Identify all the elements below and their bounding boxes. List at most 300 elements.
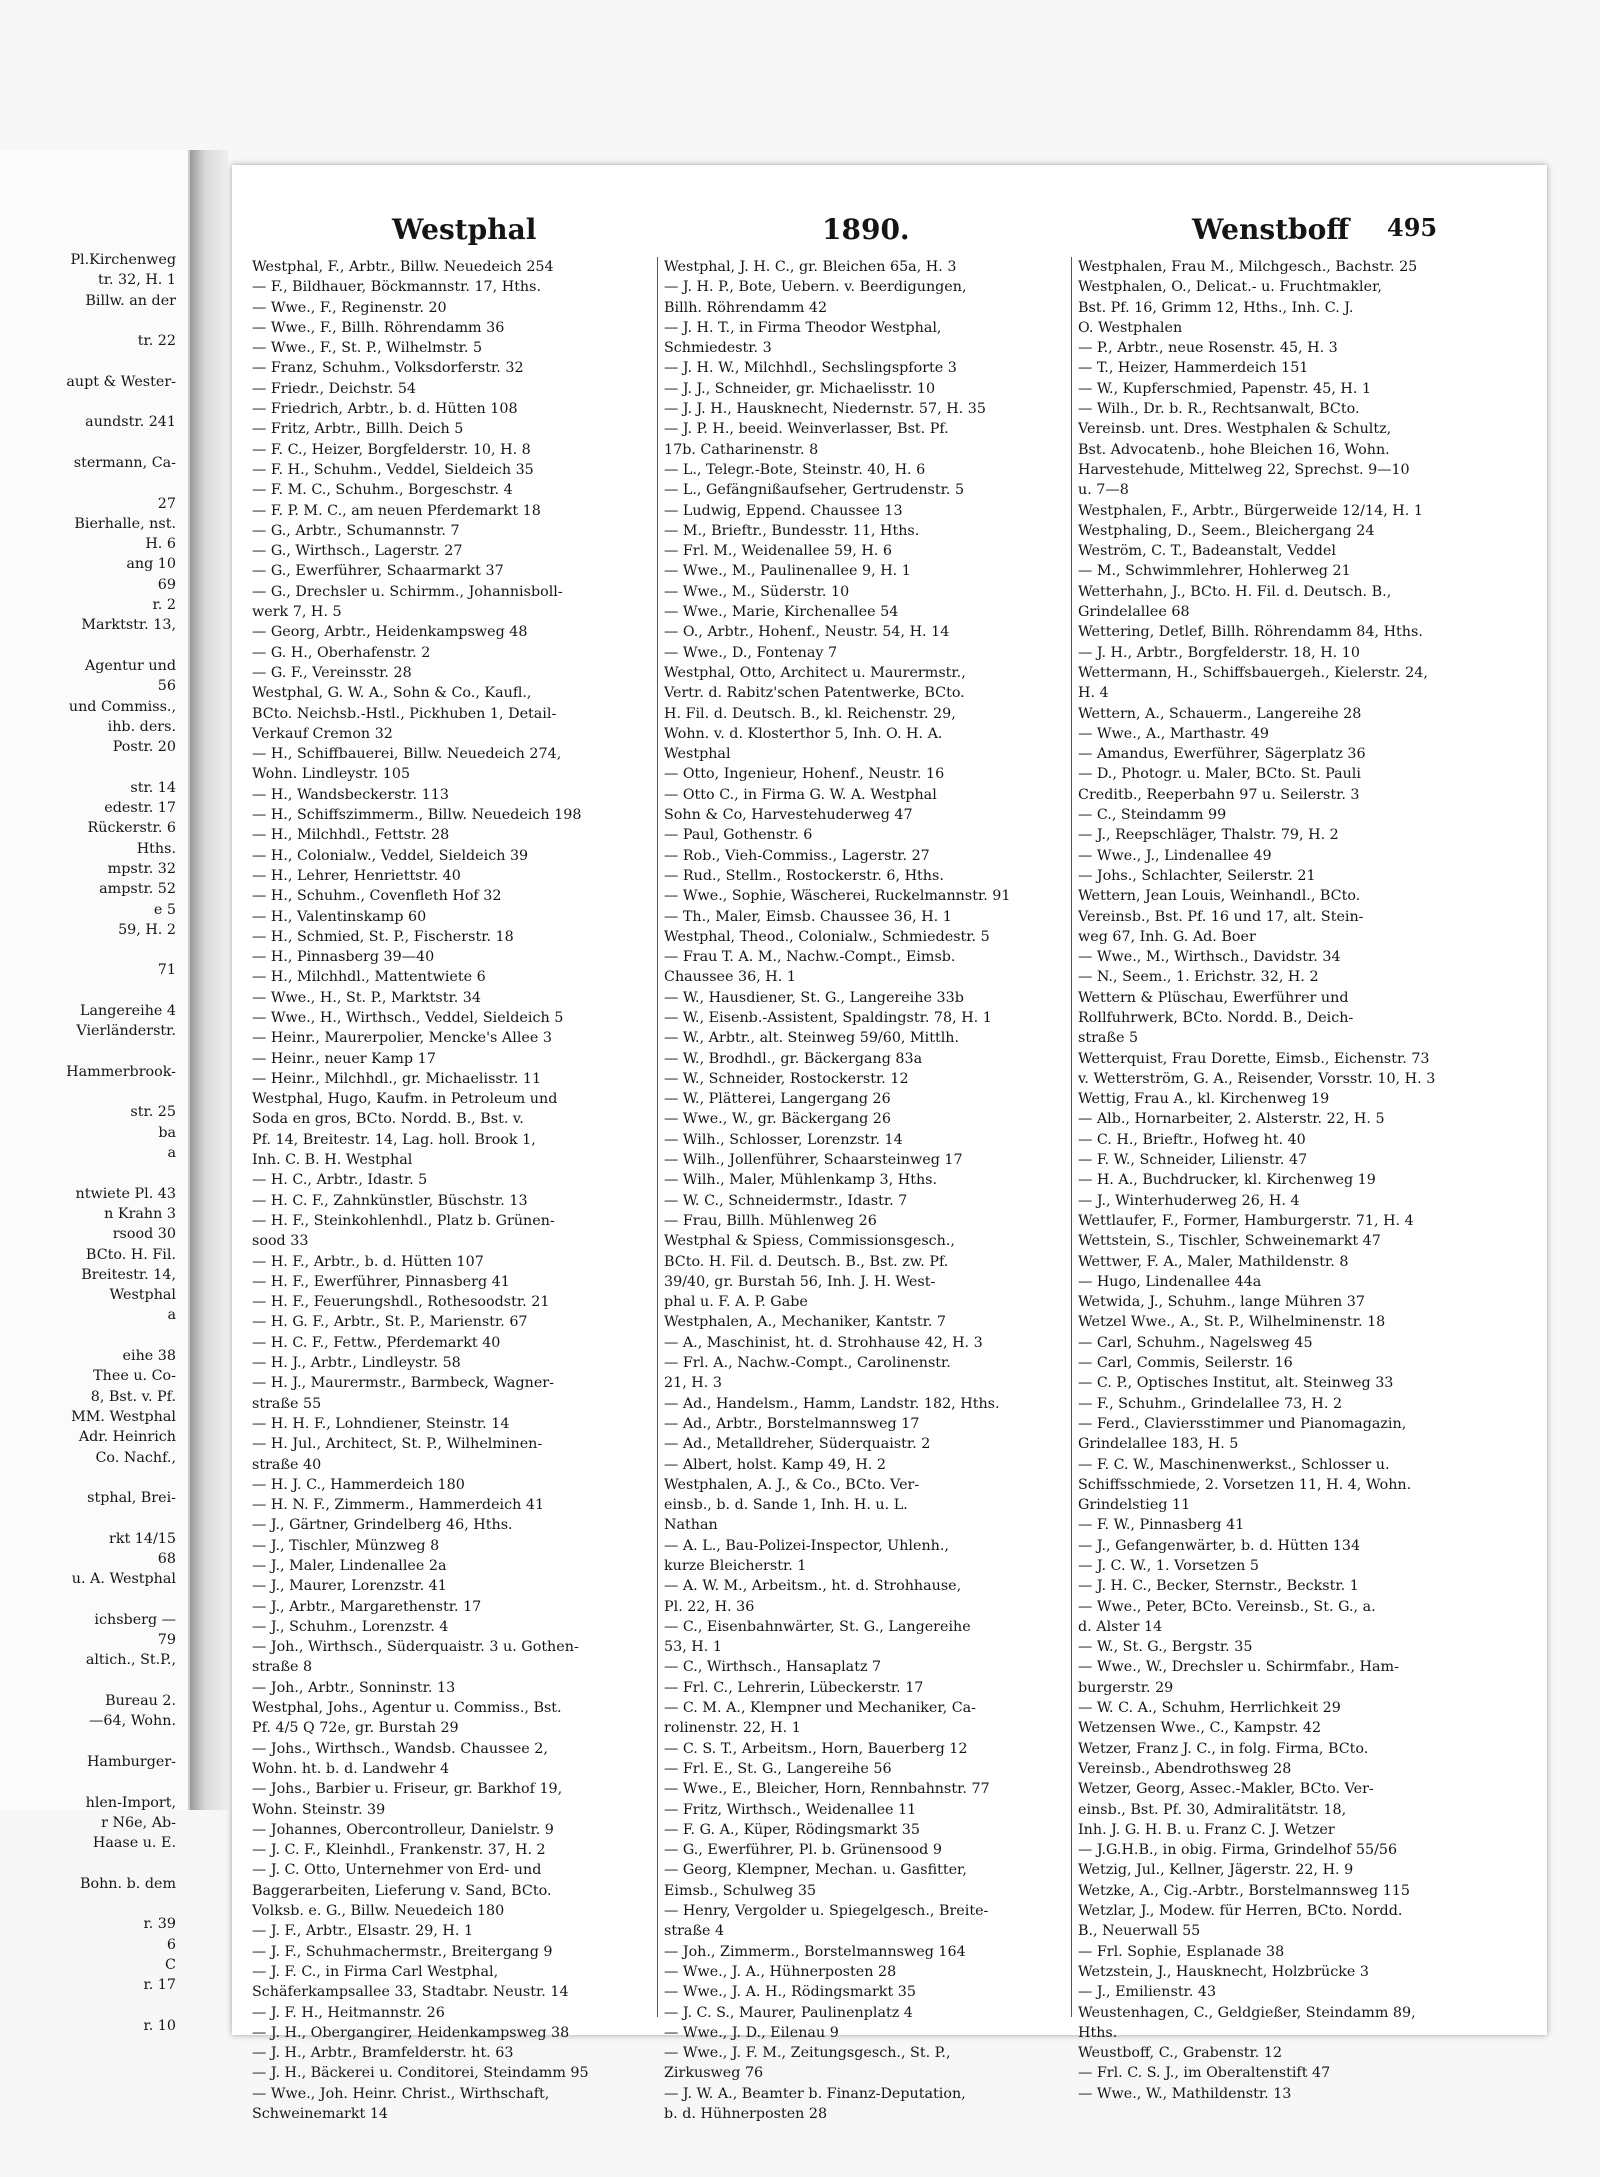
directory-entry-line: — G., Wirthsch., Lagerstr. 27: [252, 543, 463, 560]
directory-entry-line: — W., Schneider, Rostockerstr. 12: [664, 1070, 909, 1087]
directory-entry-line: — Wwe., Joh. Heinr. Christ., Wirthschaft,: [252, 2085, 550, 2102]
previous-page-line: [0, 757, 182, 777]
directory-entry-line: Soda en gros, BCto. Nordd. B., Bst. v.: [252, 1111, 524, 1128]
directory-entry-line: weg 67, Inh. G. Ad. Boer: [1078, 928, 1256, 945]
directory-entry-line: — C. H., Brieftr., Hofweg ht. 40: [1078, 1131, 1306, 1148]
directory-entry-line: — Frau T. A. M., Nachw.-Compt., Eimsb.: [664, 949, 956, 966]
previous-page-line: [0, 1671, 182, 1691]
directory-entry-line: u. 7—8: [1078, 482, 1129, 499]
header-left-catchword: Westphal: [392, 213, 537, 246]
directory-entry-line: Westphalen, Frau M., Milchgesch., Bachstr. 25: [1078, 259, 1418, 275]
column-2: [657, 257, 1079, 2123]
directory-entry-line: Vereinsb., Abendrothsweg 28: [1078, 1760, 1292, 1777]
directory-entry-line: — H., Colonialw., Veddel, Sieldeich 39: [252, 847, 529, 864]
previous-page-line: ampstr. 52: [99, 881, 176, 898]
previous-page-line: rkt 14/15: [109, 1530, 176, 1547]
directory-entry-line: — W., Plätterei, Langergang 26: [664, 1091, 891, 1108]
previous-page-line: e 5: [153, 901, 176, 918]
directory-entry-line: — J., Gärtner, Grindelberg 46, Hths.: [252, 1517, 513, 1534]
directory-entry-line: — Friedrich, Arbtr., b. d. Hütten 108: [252, 401, 518, 418]
directory-entry-line: — Hugo, Lindenallee 44a: [1078, 1273, 1262, 1290]
directory-entry-line: Wetzig, Jul., Kellner, Jägerstr. 22, H. 9: [1078, 1862, 1354, 1879]
directory-entry-line: Sohn & Co, Harvestehuderweg 47: [664, 807, 913, 824]
directory-entry-line: Wettig, Frau A., kl. Kirchenweg 19: [1078, 1091, 1330, 1108]
directory-entry-line: Schäferkampsallee 33, Stadtabr. Neustr. 14: [252, 1984, 569, 2001]
directory-entry-line: — Alb., Hornarbeiter, 2. Alsterstr. 22, H. 5: [1078, 1111, 1385, 1128]
directory-entry-line: — J., Tischler, Münzweg 8: [252, 1537, 440, 1554]
previous-page-line: Agentur und: [84, 657, 176, 674]
directory-entry-line: — Heinr., Milchhdl., gr. Michaelisstr. 11: [252, 1070, 542, 1087]
previous-page-line: BCto. H. Fil.: [85, 1246, 176, 1263]
directory-entry-line: — Joh., Arbtr., Sonninstr. 13: [252, 1679, 456, 1696]
directory-entry-line: — W., Eisenb.-Assistent, Spaldingstr. 78, H. 1: [664, 1009, 992, 1026]
directory-entry-line: Westphalen, F., Arbtr., Bürgerweide 12/14, H. 1: [1078, 502, 1423, 519]
directory-entry-line: Wettern, Jean Louis, Weinhandl., BCto.: [1078, 888, 1361, 905]
directory-entry-line: kurze Bleicherstr. 1: [664, 1558, 807, 1574]
directory-entry-line: — Th., Maler, Eimsb. Chaussee 36, H. 1: [664, 908, 952, 925]
previous-page-line: tr. 32, H. 1: [97, 272, 176, 289]
directory-entry-line: — F. P. M. C., am neuen Pferdemarkt 18: [252, 502, 541, 519]
directory-entry-line: — Frl. C., Lehrerin, Lübeckerstr. 17: [664, 1679, 924, 1696]
previous-page-line: und Commiss.,: [68, 698, 176, 715]
directory-entry-line: Wetzensen Wwe., C., Kampstr. 42: [1078, 1720, 1322, 1737]
directory-entry-line: — H. N. F., Zimmerm., Hammerdeich 41: [252, 1497, 545, 1514]
directory-entry-line: — Wwe., A., Marthastr. 49: [1078, 725, 1269, 742]
directory-entry-line: — J. C. S., Maurer, Paulinenplatz 4: [664, 2004, 913, 2021]
previous-page-line: [0, 351, 182, 371]
directory-entry-line: Vertr. d. Rabitz'schen Patentwerke, BCto.: [664, 685, 965, 702]
directory-entry-line: — Wwe., J. D., Eilenau 9: [664, 2024, 839, 2041]
directory-entry-line: einsb., Bst. Pf. 30, Admiralitätstr. 18,: [1078, 1801, 1347, 1818]
directory-entry-line: Billh. Röhrendamm 42: [664, 299, 828, 316]
directory-entry-line: — W., Kupferschmied, Papenstr. 45, H. 1: [1078, 380, 1372, 397]
directory-entry-line: — Rob., Vieh-Commiss., Lagerstr. 27: [664, 847, 930, 864]
directory-entry-line: — J., Schuhm., Lorenzstr. 4: [252, 1618, 449, 1635]
directory-entry-line: — Franz, Schuhm., Volksdorferstr. 32: [252, 360, 524, 377]
directory-entry-line: Westphal, Hugo, Kaufm. in Petroleum und: [252, 1091, 558, 1108]
directory-entry-line: — Frl. A., Nachw.-Compt., Carolinenstr.: [664, 1355, 951, 1372]
directory-entry-line: — Wwe., Marie, Kirchenallee 54: [664, 604, 899, 621]
directory-entry-line: Schmiedestr. 3: [664, 340, 772, 357]
directory-entry-line: Inh. J. G. H. B. u. Franz C. J. Wetzer: [1078, 1821, 1335, 1838]
directory-entry-line: Westphalen, A., Mechaniker, Kantstr. 7: [664, 1314, 947, 1331]
previous-page-line: stermann, Ca-: [73, 454, 176, 471]
directory-entry-line: — Wwe., H., St. P., Marktstr. 34: [252, 989, 481, 1006]
directory-entry-line: — H. G. F., Arbtr., St. P., Marienstr. 67: [252, 1314, 528, 1331]
previous-page-line: 71: [157, 962, 176, 979]
directory-entry-line: — Ad., Arbtr., Borstelmannsweg 17: [664, 1415, 920, 1432]
directory-entry-line: — Wwe., Sophie, Wäscherei, Ruckelmannstr. 91: [664, 888, 1011, 905]
directory-entry-line: — W. C., Schneidermstr., Idastr. 7: [664, 1192, 908, 1209]
directory-entry-line: — J. H. P., Bote, Uebern. v. Beerdigungen,: [664, 279, 967, 296]
directory-entry-line: — J. F., Arbtr., Elsastr. 29, H. 1: [252, 1923, 474, 1940]
directory-entry-line: — Joh., Zimmerm., Borstelmannsweg 164: [664, 1943, 966, 1960]
directory-entry-line: — C. M. A., Klempner und Mechaniker, Ca-: [664, 1700, 977, 1717]
directory-entry-line: — F. C., Heizer, Borgfelderstr. 10, H. 8: [252, 441, 531, 458]
previous-page-line: rsood 30: [112, 1226, 176, 1243]
previous-page-line: aupt & Wester-: [66, 373, 176, 390]
directory-entry-line: — Wilh., Maler, Mühlenkamp 3, Hths.: [664, 1172, 938, 1189]
directory-entry-line: — Frl. M., Weidenallee 59, H. 6: [664, 543, 892, 560]
previous-page-line: tr. 22: [137, 333, 176, 350]
directory-entry-line: Wohn. Lindleystr. 105: [252, 766, 411, 783]
previous-page-line: hlen-Import,: [85, 1794, 176, 1811]
directory-entry-line: — G., Ewerführer, Schaarmarkt 37: [252, 563, 504, 580]
previous-page-line: Breitestr. 14,: [81, 1266, 176, 1283]
directory-entry-line: — H., Schiffszimmerm., Billw. Neuedeich 198: [252, 807, 582, 824]
directory-entry-line: — J.G.H.B., in obig. Firma, Grindelhof 55/56: [1078, 1842, 1398, 1859]
previous-page-line: ichsberg —: [94, 1611, 176, 1628]
previous-page-line: Billw. an der: [85, 292, 176, 309]
directory-entry-line: — G. F., Vereinsstr. 28: [252, 664, 412, 681]
directory-entry-line: — W., Brodhdl., gr. Bäckergang 83a: [664, 1050, 923, 1067]
directory-entry-line: — H., Lehrer, Henriettstr. 40: [252, 867, 461, 884]
directory-entry-line: — F., Bildhauer, Böckmannstr. 17, Hths.: [252, 279, 542, 296]
directory-entry-line: Wetterquist, Frau Dorette, Eimsb., Eichenstr. 73: [1078, 1050, 1430, 1067]
directory-entry-line: — H. F., Feuerungshdl., Rothesoodstr. 21: [252, 1294, 550, 1311]
directory-entry-line: — J., Arbtr., Margarethenstr. 17: [252, 1598, 482, 1615]
directory-entry-line: — W., Arbtr., alt. Steinweg 59/60, Mittlh.: [664, 1030, 960, 1047]
directory-entry-line: — J. H., Obergangirer, Heidenkampsweg 38: [252, 2024, 570, 2041]
directory-entry-line: Weustenhagen, C., Geldgießer, Steindamm 89,: [1078, 2004, 1416, 2021]
directory-entry-line: Schweinemarkt 14: [252, 2106, 389, 2123]
directory-entry-line: — J. F. C., in Firma Carl Westphal,: [252, 1963, 499, 1980]
previous-page-line: —64, Wohn.: [89, 1713, 176, 1730]
directory-entry-line: — J. J., Schneider, gr. Michaelisstr. 10: [664, 380, 936, 397]
directory-entry-line: — Joh., Wirthsch., Süderquaistr. 3 u. Gothen-: [252, 1639, 579, 1656]
directory-entry-line: einsb., b. d. Sande 1, Inh. H. u. L.: [664, 1497, 908, 1514]
page-header: [232, 213, 1547, 253]
directory-entry-line: — G. H., Oberhafenstr. 2: [252, 644, 431, 661]
directory-entry-line: Wettwer, F. A., Maler, Mathildenstr. 8: [1078, 1253, 1349, 1270]
directory-entry-line: — F. C. W., Maschinenwerkst., Schlosser u.: [1078, 1456, 1390, 1473]
previous-page-line: H. 6: [145, 536, 176, 553]
directory-entry-line: Grindelallee 68: [1078, 604, 1190, 621]
previous-page-line: aundstr. 241: [85, 414, 176, 431]
directory-entry-line: — W. C. A., Schuhm, Herrlichkeit 29: [1078, 1700, 1341, 1717]
directory-entry-line: — F. W., Schneider, Lilienstr. 47: [1078, 1152, 1308, 1169]
previous-page-line: [0, 1772, 182, 1792]
directory-entry-line: Westphal, Johs., Agentur u. Commiss., Bst.: [252, 1700, 562, 1717]
previous-page-text: [0, 250, 182, 2036]
directory-entry-line: — J. C. F., Kleinhdl., Frankenstr. 37, H. 2: [252, 1842, 546, 1859]
directory-page: [232, 165, 1547, 2123]
directory-entry-line: BCto. H. Fil. d. Deutsch. B., Bst. zw. Pf.: [664, 1253, 949, 1270]
directory-entry-line: — O., Arbtr., Hohenf., Neustr. 54, H. 14: [664, 624, 950, 641]
previous-page-line: [0, 1508, 182, 1528]
directory-entry-line: straße 40: [252, 1456, 322, 1473]
directory-entry-line: Wohn. Steinstr. 39: [252, 1801, 386, 1818]
header-year: 1890.: [822, 213, 910, 246]
directory-entry-line: Volksb. e. G., Billw. Neuedeich 180: [252, 1903, 505, 1920]
directory-entry-line: — Wwe., M., Wirthsch., Davidstr. 34: [1078, 949, 1341, 966]
previous-page-line: 59, H. 2: [118, 921, 176, 938]
directory-entry-line: Wohn. ht. b. d. Landwehr 4: [252, 1760, 450, 1777]
directory-entry-line: — H., Milchhdl., Mattentwiete 6: [252, 969, 486, 986]
directory-entry-line: — G., Ewerführer, Pl. b. Grünensood 9: [664, 1842, 942, 1859]
directory-entry-line: — N., Seem., 1. Erichstr. 32, H. 2: [1078, 969, 1319, 986]
previous-page-line: r. 10: [143, 2017, 176, 2034]
directory-entry-line: B., Neuerwall 55: [1078, 1923, 1201, 1940]
previous-page-line: Westphal: [109, 1287, 176, 1304]
previous-page-line: Bureau 2.: [105, 1693, 176, 1710]
previous-page-line: 8, Bst. v. Pf.: [90, 1388, 176, 1405]
previous-page-line: Langereihe 4: [79, 1002, 176, 1019]
directory-entry-line: 21, H. 3: [664, 1375, 722, 1392]
directory-entry-line: — J. H., Arbtr., Borgfelderstr. 18, H. 10: [1078, 644, 1360, 661]
directory-entry-line: — J. H. W., Milchhdl., Sechslingspforte 3: [664, 360, 957, 377]
directory-entry-line: b. d. Hühnerposten 28: [664, 2106, 828, 2123]
directory-entry-line: — Fritz, Wirthsch., Weidenallee 11: [664, 1801, 917, 1818]
previous-page-line: Pl.Kirchenweg: [70, 252, 176, 268]
directory-entry-line: — Wwe., J. F. M., Zeitungsgesch., St. P.,: [664, 2045, 951, 2062]
previous-page-line: [0, 1894, 182, 1914]
previous-page-line: 56: [157, 678, 176, 695]
directory-entry-line: — Frau, Billh. Mühlenweg 26: [664, 1212, 877, 1229]
directory-entry-line: — H., Milchhdl., Fettstr. 28: [252, 827, 450, 844]
directory-entry-line: Zirkusweg 76: [664, 2065, 764, 2082]
directory-entry-line: — Rud., Stellm., Rostockerstr. 6, Hths.: [664, 867, 944, 884]
directory-entry-line: — Wwe., J. A., Hühnerposten 28: [664, 1963, 897, 1980]
previous-page-line: [0, 1468, 182, 1488]
directory-entry-line: Weustboff, C., Grabenstr. 12: [1078, 2045, 1283, 2062]
directory-entry-line: werk 7, H. 5: [252, 604, 342, 621]
directory-entry-line: — W., Hausdiener, St. G., Langereihe 33b: [664, 989, 964, 1006]
previous-page-line: [0, 636, 182, 656]
directory-entry-line: — C., Eisenbahnwärter, St. G., Langereihe: [664, 1618, 971, 1635]
directory-entry-line: Wetzer, Franz J. C., in folg. Firma, BCto.: [1078, 1740, 1369, 1757]
previous-page-line: [0, 392, 182, 412]
directory-entry-line: Westphal & Spiess, Commissionsgesch.,: [664, 1233, 955, 1250]
directory-entry-line: — H. F., Arbtr., b. d. Hütten 107: [252, 1253, 484, 1270]
directory-entry-line: phal u. F. A. P. Gabe: [664, 1294, 808, 1311]
directory-entry-line: — Heinr., Maurerpolier, Mencke's Allee 3: [252, 1030, 552, 1047]
directory-entry-line: Schiffsschmiede, 2. Vorsetzen 11, H. 4, Wohn.: [1078, 1476, 1412, 1493]
directory-entry-line: — Frl. Sophie, Esplanade 38: [1078, 1943, 1285, 1960]
directory-entry-line: — Wwe., M., Paulinenallee 9, H. 1: [664, 563, 911, 580]
directory-entry-line: — H. Jul., Architect, St. P., Wilhelminen-: [252, 1436, 543, 1453]
directory-entry-line: — L., Telegr.-Bote, Steinstr. 40, H. 6: [664, 461, 926, 478]
directory-entry-line: — H. C. F., Fettw., Pferdemarkt 40: [252, 1334, 501, 1351]
previous-page-line: edestr. 17: [104, 800, 176, 817]
directory-entry-line: — Heinr., neuer Kamp 17: [252, 1050, 436, 1067]
previous-page-line: r. 39: [143, 1916, 176, 1933]
directory-entry-line: — J. J. H., Hausknecht, Niedernstr. 57, H. 35: [664, 401, 986, 418]
previous-page-line: [0, 1042, 182, 1062]
column-3: [1071, 257, 1518, 2102]
directory-entry-line: — Ad., Handelsm., Hamm, Landstr. 182, Hths.: [664, 1395, 1000, 1412]
previous-page-line: [0, 1326, 182, 1346]
directory-entry-line: — J. F. H., Heitmannstr. 26: [252, 2004, 445, 2021]
previous-page-line: stphal, Brei-: [87, 1490, 176, 1507]
directory-entry-line: — J. P. H., beeid. Weinverlasser, Bst. Pf.: [664, 421, 949, 438]
directory-entry-line: — M., Schwimmlehrer, Hohlerweg 21: [1078, 563, 1351, 580]
directory-entry-line: — Carl, Commis, Seilerstr. 16: [1078, 1355, 1293, 1372]
previous-page-line: 6: [166, 1936, 176, 1953]
directory-entry-line: — H. A., Buchdrucker, kl. Kirchenweg 19: [1078, 1172, 1376, 1189]
directory-entry-line: — D., Photogr. u. Maler, BCto. St. Pauli: [1078, 766, 1361, 783]
directory-entry-line: — L., Gefängnißaufseher, Gertrudenstr. 5: [664, 482, 965, 499]
directory-entry-line: Westphal, Theod., Colonialw., Schmiedestr. 5: [664, 928, 990, 945]
previous-page-line: ang 10: [126, 556, 176, 573]
previous-page-line: 79: [157, 1632, 176, 1649]
directory-entry-line: — Johs., Wirthsch., Wandsb. Chaussee 2,: [252, 1740, 548, 1757]
directory-entry-line: — Wwe., H., Wirthsch., Veddel, Sieldeich 5: [252, 1009, 564, 1026]
directory-entry-line: 39/40, gr. Burstah 56, Inh. J. H. West-: [664, 1273, 936, 1290]
directory-entry-line: — G., Arbtr., Schumannstr. 7: [252, 522, 460, 539]
directory-entry-line: Vereinsb. unt. Dres. Westphalen & Schultz,: [1078, 421, 1392, 438]
directory-entry-line: — Wwe., Peter, BCto. Vereinsb., St. G., a.: [1078, 1598, 1376, 1615]
page-number: 495: [1387, 213, 1438, 242]
directory-entry-line: — Wwe., D., Fontenay 7: [664, 644, 838, 661]
previous-page-line: Hamburger-: [86, 1753, 176, 1770]
previous-page-line: [0, 311, 182, 331]
previous-page-line: altich., St.P.,: [85, 1652, 176, 1669]
directory-entry-line: Westphal, J. H. C., gr. Bleichen 65a, H. 3: [664, 259, 957, 275]
directory-entry-line: — H. F., Ewerführer, Pinnasberg 41: [252, 1273, 510, 1290]
directory-entry-line: — A. L., Bau-Polizei-Inspector, Uhlenh.,: [664, 1537, 949, 1554]
directory-entry-line: — Johannes, Obercontrolleur, Danielstr. 9: [252, 1821, 554, 1838]
directory-entry-line: Wettern, A., Schauerm., Langereihe 28: [1078, 705, 1362, 722]
directory-entry-line: — Wilh., Jollenführer, Schaarsteinweg 17: [664, 1152, 963, 1169]
previous-page-line: 69: [157, 576, 176, 593]
directory-entry-line: — H., Schuhm., Covenfleth Hof 32: [252, 888, 502, 905]
previous-page-line: [0, 433, 182, 453]
directory-entry-line: straße 4: [664, 1923, 725, 1940]
previous-page-line: r. 2: [152, 597, 176, 614]
directory-entry-line: Wettstein, S., Tischler, Schweinemarkt 47: [1078, 1233, 1381, 1250]
previous-page-line: 68: [157, 1551, 176, 1567]
previous-page-line: mpstr. 32: [107, 860, 176, 877]
directory-entry-line: Westphal, G. W. A., Sohn & Co., Kaufl.,: [252, 685, 532, 702]
directory-entry-line: — J., Gefangenwärter, b. d. Hütten 134: [1078, 1537, 1361, 1554]
directory-entry-line: Westphal: [664, 746, 731, 763]
directory-entry-line: — C., Wirthsch., Hansaplatz 7: [664, 1659, 882, 1676]
previous-page-line: Thee u. Co-: [93, 1368, 176, 1385]
directory-entry-line: Wettering, Detlef, Billh. Röhrendamm 84, Hths.: [1078, 624, 1423, 641]
directory-entry-line: sood 33: [252, 1233, 309, 1250]
previous-page-line: ba: [158, 1124, 176, 1141]
directory-entry-line: Wohn. v. d. Klosterthor 5, Inh. O. H. A.: [664, 725, 943, 742]
directory-entry-line: straße 5: [1078, 1030, 1139, 1047]
directory-entry-line: Verkauf Cremon 32: [252, 725, 393, 742]
directory-entry-line: — W., St. G., Bergstr. 35: [1078, 1639, 1253, 1656]
directory-entry-line: — Henry, Vergolder u. Spiegelgesch., Breite-: [664, 1903, 989, 1920]
previous-page-line: 27: [157, 495, 176, 512]
directory-entry-line: Bst. Advocatenb., hohe Bleichen 16, Wohn.: [1078, 441, 1390, 458]
directory-entry-line: Nathan: [664, 1517, 718, 1534]
directory-entry-line: Grindelallee 183, H. 5: [1078, 1436, 1239, 1453]
directory-entry-line: d. Alster 14: [1078, 1618, 1163, 1635]
directory-entry-line: — Wwe., W., Mathildenstr. 13: [1078, 2085, 1292, 2102]
directory-entry-line: — J. H., Arbtr., Bramfelderstr. ht. 63: [252, 2045, 514, 2062]
directory-entry-line: Westphal, F., Arbtr., Billw. Neuedeich 254: [252, 259, 554, 275]
previous-page-line: [0, 1590, 182, 1610]
directory-entry-line: — J. F., Schuhmachermstr., Breitergang 9: [252, 1943, 553, 1960]
directory-entry-line: — Frl. E., St. G., Langereihe 56: [664, 1760, 892, 1777]
directory-entry-line: Creditb., Reeperbahn 97 u. Seilerstr. 3: [1078, 786, 1360, 803]
directory-entry-line: — H., Pinnasberg 39—40: [252, 949, 435, 966]
previous-page-line: [0, 473, 182, 493]
previous-page-line: [0, 1996, 182, 2016]
directory-entry-line: Wettermann, H., Schiffsbauergeh., Kielerstr. 24,: [1078, 664, 1428, 681]
previous-page-line: str. 14: [130, 779, 176, 796]
directory-entry-line: Hths.: [1078, 2024, 1118, 2041]
directory-entry-line: Wettern & Plüschau, Ewerführer und: [1078, 989, 1349, 1006]
directory-entry-line: — Wwe., W., gr. Bäckergang 26: [664, 1111, 891, 1128]
previous-page-line: [0, 940, 182, 960]
directory-entry-line: 17b. Catharinenstr. 8: [664, 441, 819, 458]
directory-entry-line: Wetzlar, J., Modew. für Herren, BCto. Nordd.: [1078, 1903, 1403, 1920]
directory-entry-line: Eimsb., Schulweg 35: [664, 1882, 817, 1899]
directory-entry-line: Wetzer, Georg, Assec.-Makler, BCto. Ver-: [1078, 1781, 1374, 1798]
directory-entry-line: — H. C. F., Zahnkünstler, Büschstr. 13: [252, 1192, 528, 1209]
previous-page-line: u. A. Westphal: [71, 1571, 176, 1588]
directory-entry-line: Wettlaufer, F., Former, Hamburgerstr. 71, H. 4: [1078, 1212, 1414, 1229]
directory-entry-line: — H., Wandsbeckerstr. 113: [252, 786, 449, 803]
directory-entry-line: — Johs., Schlachter, Seilerstr. 21: [1078, 867, 1316, 884]
directory-entry-line: — C. P., Optisches Institut, alt. Steinweg 33: [1078, 1375, 1394, 1392]
directory-entry-line: — C. S. T., Arbeitsm., Horn, Bauerberg 12: [664, 1740, 968, 1757]
directory-entry-line: — Ludwig, Eppend. Chaussee 13: [664, 502, 903, 519]
directory-entry-line: Bst. Pf. 16, Grimm 12, Hths., Inh. C. J.: [1078, 299, 1354, 316]
directory-entry-line: — H., Valentinskamp 60: [252, 908, 427, 925]
directory-entry-line: — Ad., Metalldreher, Süderquaistr. 2: [664, 1436, 931, 1453]
directory-entry-line: — Wwe., F., Billh. Röhrendamm 36: [252, 319, 505, 336]
directory-entry-line: Westphal, Otto, Architect u. Maurermstr.,: [664, 664, 966, 681]
directory-entry-line: — J., Maurer, Lorenzstr. 41: [252, 1578, 447, 1595]
previous-page-line: Postr. 20: [112, 739, 176, 756]
directory-entry-line: — H. J., Arbtr., Lindleystr. 58: [252, 1355, 461, 1372]
directory-entry-line: Vereinsb., Bst. Pf. 16 und 17, alt. Stein-: [1078, 908, 1364, 925]
previous-page-line: r N6e, Ab-: [101, 1814, 176, 1831]
directory-entry-line: — Wwe., J. A. H., Rödingsmarkt 35: [664, 1984, 916, 2001]
directory-entry-line: BCto. Neichsb.-Hstl., Pickhuben 1, Detail-: [252, 705, 557, 722]
directory-entry-line: Pl. 22, H. 36: [664, 1598, 755, 1615]
previous-page-line: Marktstr. 13,: [81, 617, 176, 634]
directory-entry-line: Wetzel Wwe., A., St. P., Wilhelminenstr. 18: [1078, 1314, 1386, 1331]
directory-entry-line: — H. J. C., Hammerdeich 180: [252, 1476, 465, 1493]
directory-entry-line: straße 55: [252, 1395, 322, 1412]
directory-entry-line: — H., Schiffbauerei, Billw. Neuedeich 274,: [252, 746, 562, 763]
directory-entry-line: — J. H. C., Becker, Sternstr., Beckstr. 1: [1078, 1578, 1359, 1595]
directory-entry-line: — H. C., Arbtr., Idastr. 5: [252, 1172, 428, 1189]
directory-entry-line: — H. J., Maurermstr., Barmbeck, Wagner-: [252, 1375, 554, 1392]
directory-entry-line: H. 4: [1078, 685, 1109, 702]
directory-entry-line: Westphalen, A. J., & Co., BCto. Ver-: [664, 1476, 920, 1493]
directory-entry-line: Rollfuhrwerk, BCto. Nordd. B., Deich-: [1078, 1009, 1354, 1026]
directory-entry-line: Pf. 4/5 Q 72e, gr. Burstah 29: [252, 1720, 459, 1737]
directory-entry-line: — M., Brieftr., Bundesstr. 11, Hths.: [664, 522, 920, 539]
previous-page-line: [0, 1853, 182, 1873]
directory-entry-line: — Fritz, Arbtr., Billh. Deich 5: [252, 421, 464, 438]
directory-entry-line: — F. M. C., Schuhm., Borgeschstr. 4: [252, 482, 513, 499]
previous-page-line: ihb. ders.: [107, 718, 176, 735]
previous-page-line: C: [165, 1956, 176, 1973]
directory-entry-line: — J. H., Bäckerei u. Conditorei, Steindamm 95: [252, 2065, 589, 2082]
directory-entry-line: Pf. 14, Breitestr. 14, Lag. holl. Brook 1,: [252, 1131, 536, 1148]
directory-entry-line: — Carl, Schuhm., Nagelsweg 45: [1078, 1334, 1313, 1351]
directory-entry-line: — A., Maschinist, ht. d. Strohhause 42, H. 3: [664, 1334, 983, 1351]
directory-entry-line: Wetzke, A., Cig.-Arbtr., Borstelmannsweg 115: [1078, 1882, 1411, 1899]
directory-entry-line: — C., Steindamm 99: [1078, 807, 1227, 824]
directory-entry-line: — Wwe., F., Reginenstr. 20: [252, 299, 447, 316]
directory-entry-line: — J., Maler, Lindenallee 2a: [252, 1558, 447, 1574]
previous-page-line: Rückerstr. 6: [87, 820, 176, 837]
previous-page-line: ntwiete Pl. 43: [75, 1185, 176, 1202]
previous-page-line: Hammerbrook-: [66, 1063, 176, 1080]
directory-entry-line: — T., Heizer, Hammerdeich 151: [1078, 360, 1309, 377]
